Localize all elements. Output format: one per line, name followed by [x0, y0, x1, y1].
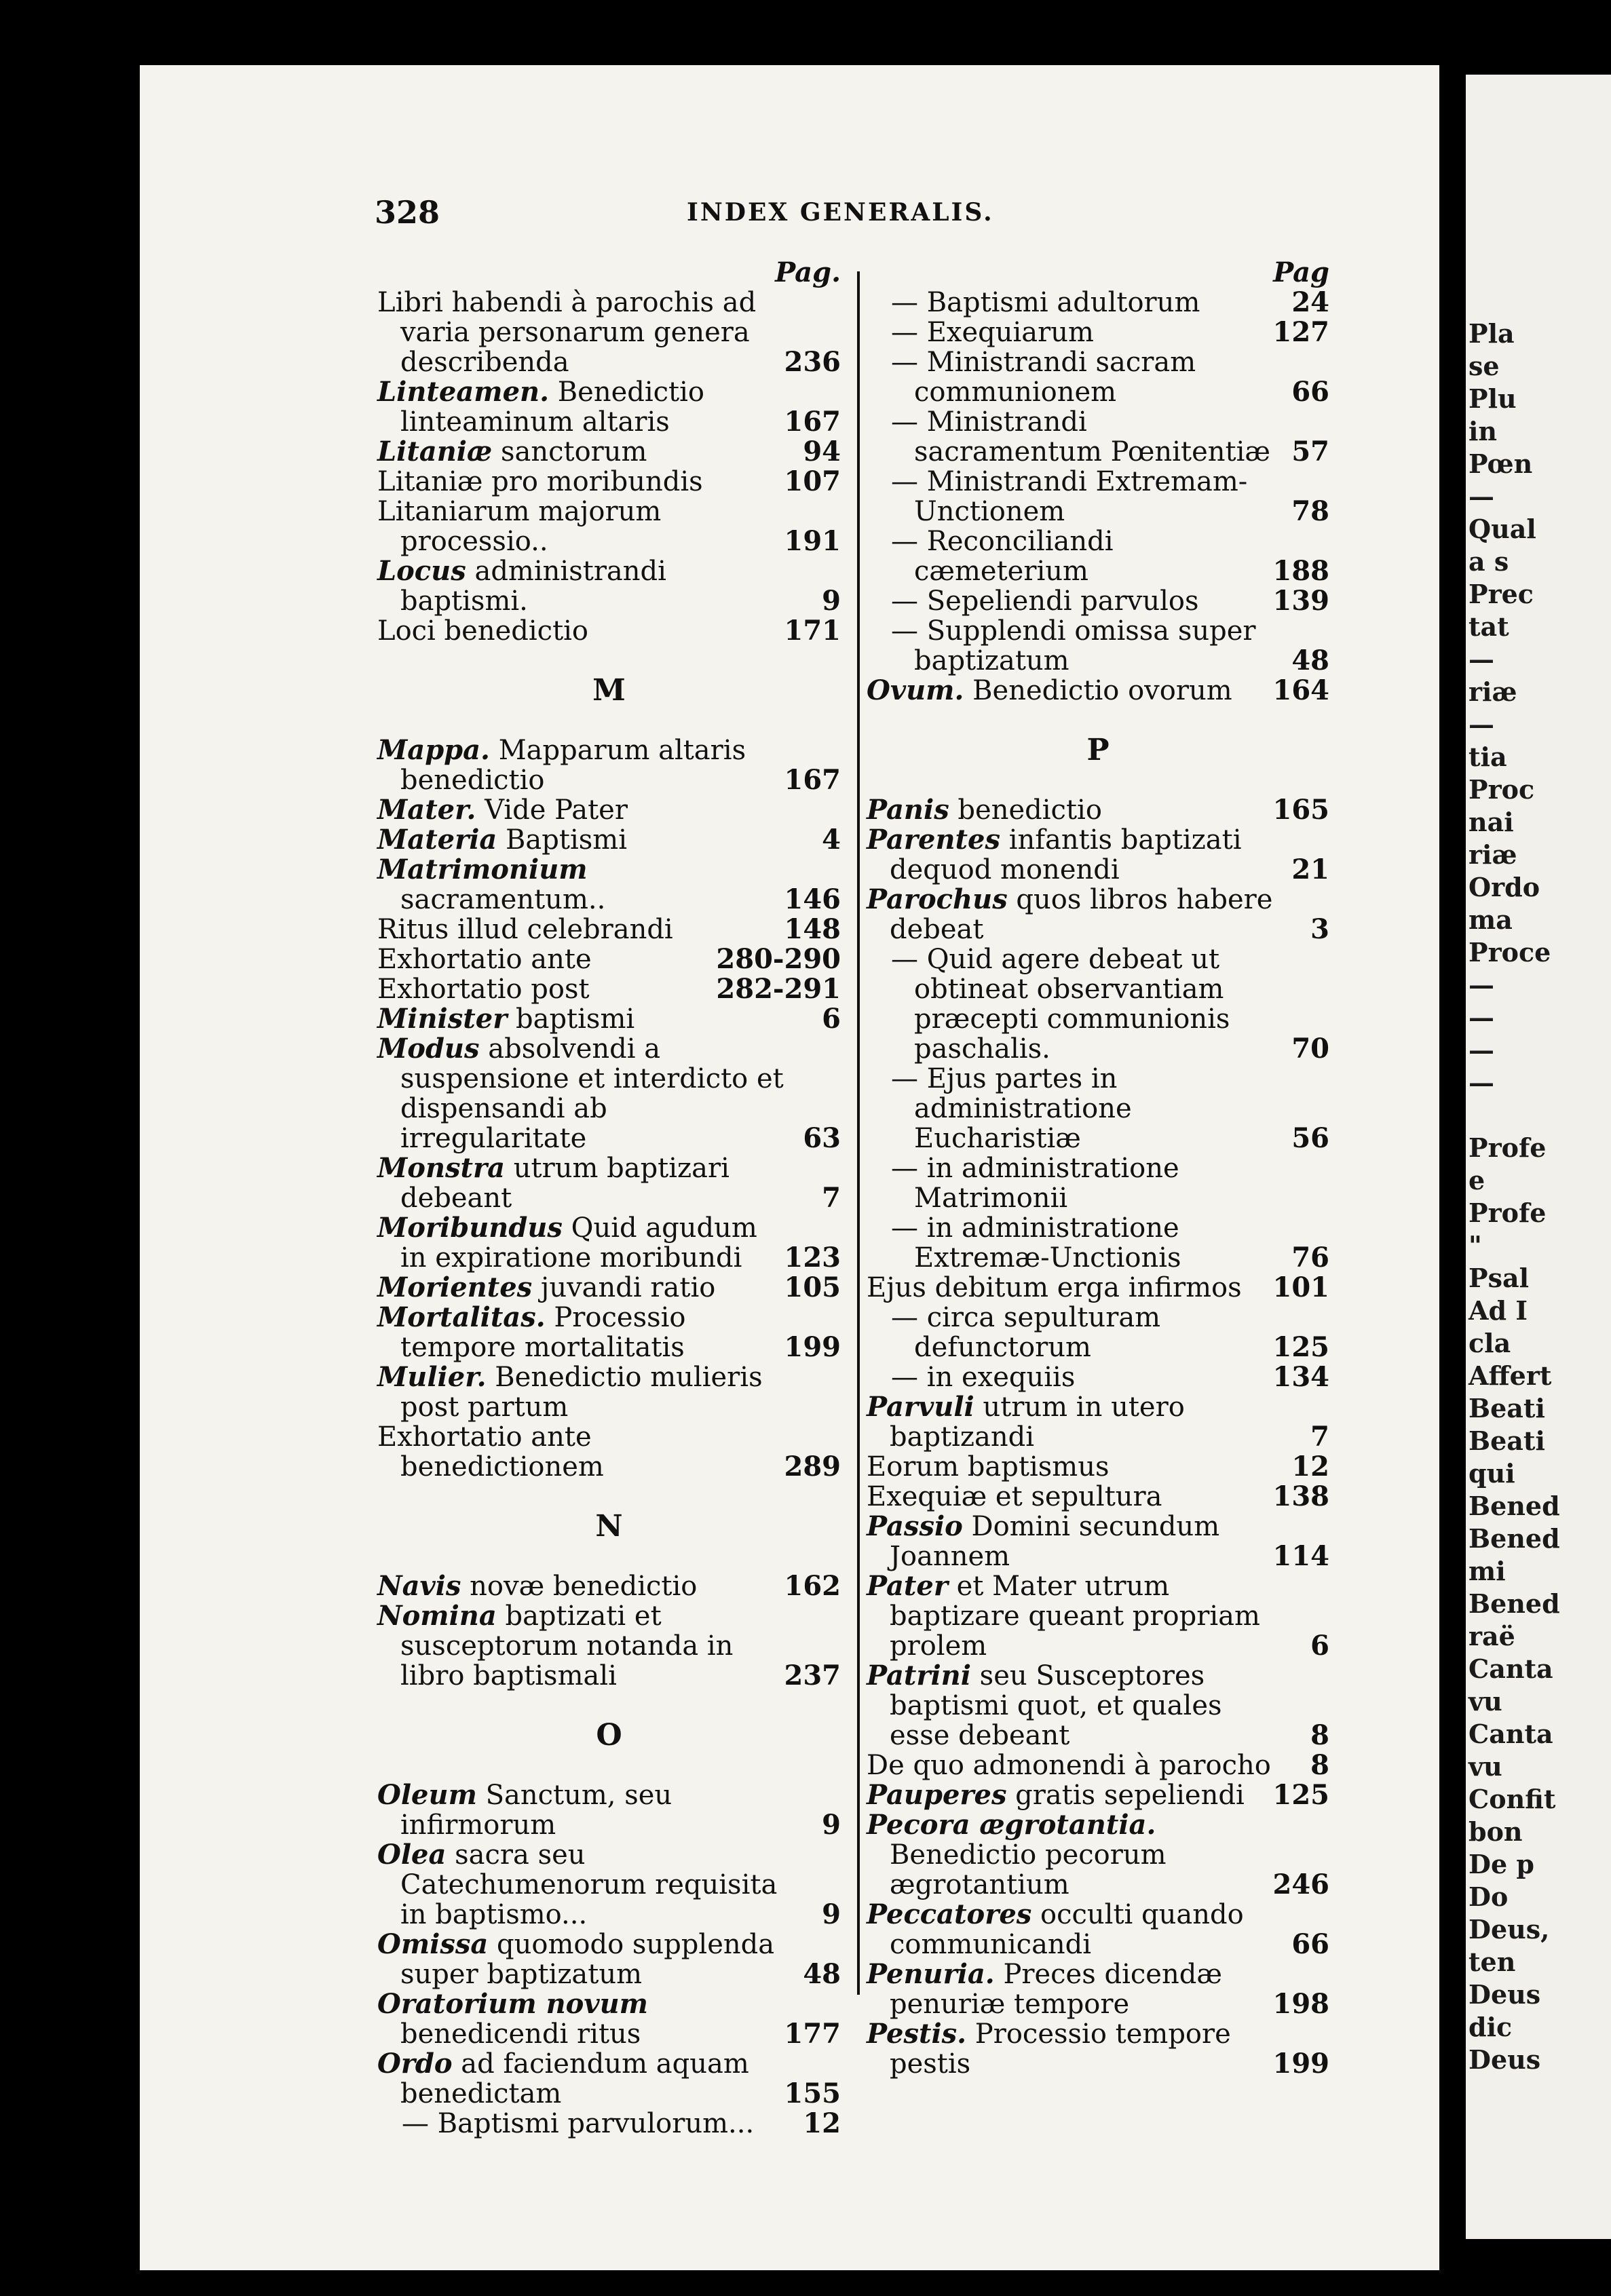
- entry-page-number: 125: [1272, 1779, 1329, 1811]
- entry-text: quomodo supplenda super baptizatum: [400, 1929, 775, 1990]
- entry-keyword: Oleum: [377, 1779, 477, 1811]
- edge-fragment: a s: [1468, 546, 1509, 577]
- entry-text: — circa sepulturam defunctorum: [891, 1302, 1161, 1363]
- entry-text: Preces dicendæ penuriæ tempore: [890, 1959, 1222, 2020]
- index-entry: [867, 1482, 1329, 1512]
- edge-fragment: Canta: [1468, 1653, 1553, 1684]
- edge-fragment: Bened: [1468, 1491, 1560, 1521]
- edge-fragment: Ad I: [1468, 1295, 1528, 1326]
- entry-page-number: 3: [1310, 913, 1329, 945]
- entry-text: Libri habendi à parochis ad varia personarum genera describenda: [377, 287, 757, 378]
- entry-page-number: 24: [1291, 286, 1329, 318]
- entry-page-number: 167: [784, 406, 841, 438]
- edge-fragment: —: [1468, 709, 1494, 740]
- entry-text: Exhortatio ante benedictionem: [377, 1421, 604, 1482]
- entry-text: — Baptismi parvulorum...: [402, 2108, 755, 2139]
- entry-page-number: 162: [784, 1570, 841, 1602]
- column-rule: [857, 271, 860, 1995]
- entry-text: juvandi ratio: [532, 1272, 716, 1303]
- edge-fragment: —: [1468, 644, 1494, 674]
- right-column: [867, 258, 1329, 2079]
- entry-text: — Ejus partes in administratione Eucharistiæ: [891, 1063, 1132, 1154]
- index-entry: [377, 1601, 841, 1691]
- entry-page-number: 199: [784, 1331, 841, 1363]
- edge-fragment: ten: [1468, 1947, 1516, 1977]
- index-entry: [377, 467, 841, 497]
- index-entry: [377, 2049, 841, 2109]
- edge-fragment: De p: [1468, 1849, 1534, 1879]
- index-entry: [867, 1900, 1329, 1959]
- entry-keyword: Mortalitas.: [377, 1301, 546, 1333]
- entry-keyword: Omissa: [377, 1928, 489, 1960]
- entry-text: — Ministrandi sacram communionem: [891, 347, 1196, 408]
- entry-text: — Exequiarum: [891, 317, 1094, 348]
- entry-page-number: 123: [784, 1242, 841, 1274]
- index-entry: [377, 556, 841, 616]
- edge-fragment: ": [1468, 1230, 1482, 1261]
- entry-text: Ritus illud celebrandi: [377, 914, 673, 945]
- edge-fragment: Affert: [1468, 1360, 1552, 1391]
- entry-page-number: 289: [784, 1451, 841, 1482]
- edge-fragment: —: [1468, 970, 1494, 1000]
- page-number: 328: [375, 194, 440, 231]
- entry-text: — Sepeliendi parvulos: [891, 586, 1199, 617]
- entry-page-number: 70: [1291, 1033, 1329, 1065]
- entry-page-number: 9: [822, 585, 841, 617]
- index-entry: [867, 1303, 1329, 1362]
- entry-text: Ejus debitum erga infirmos: [867, 1272, 1242, 1303]
- entry-text: ad faciendum aquam benedictam: [400, 2048, 749, 2109]
- entry-text: administrandi baptismi.: [400, 556, 666, 617]
- index-entry: [867, 616, 1329, 676]
- entry-page-number: 8: [1310, 1719, 1329, 1751]
- edge-fragment: Pla: [1468, 318, 1515, 349]
- index-entry: [377, 915, 841, 944]
- entry-keyword: Litaniæ: [377, 436, 493, 467]
- entry-text: Benedictio mulieris post partum: [400, 1362, 763, 1423]
- entry-page-number: 155: [784, 2078, 841, 2109]
- edge-fragment: Bened: [1468, 1588, 1560, 1619]
- index-entry: [867, 885, 1329, 944]
- edge-fragment: raë: [1468, 1621, 1515, 1651]
- entry-text: occulti quando communicandi: [890, 1899, 1244, 1960]
- index-entry: [377, 795, 841, 825]
- entry-text: infantis baptizati dequod monendi: [890, 824, 1242, 885]
- entry-page-number: 9: [822, 1809, 841, 1841]
- entry-keyword: Oratorium novum: [377, 1988, 649, 2020]
- edge-fragment: —: [1468, 1002, 1494, 1033]
- entry-page-number: 101: [1272, 1271, 1329, 1303]
- index-entry: [867, 318, 1329, 347]
- entry-page-number: 107: [784, 465, 841, 497]
- index-entry: [867, 795, 1329, 825]
- entry-text: utrum baptizari debeant: [400, 1153, 729, 1214]
- index-entry: [867, 1153, 1329, 1213]
- entry-page-number: 78: [1291, 495, 1329, 527]
- index-entry: [377, 1571, 841, 1601]
- index-entry: [867, 2019, 1329, 2079]
- edge-fragment: vu: [1468, 1686, 1502, 1717]
- entry-text: Exequiæ et sepultura: [867, 1481, 1162, 1512]
- edge-fragment: Confit: [1468, 1784, 1556, 1814]
- index-entry: [867, 676, 1329, 706]
- entry-text: Vide Pater: [476, 795, 628, 826]
- index-entry: [867, 1810, 1329, 1900]
- index-entry: [377, 497, 841, 556]
- index-entry: [867, 1362, 1329, 1392]
- edge-fragment: Proce: [1468, 937, 1551, 968]
- entry-keyword: Monstra: [377, 1152, 506, 1184]
- entry-keyword: Olea: [377, 1839, 447, 1871]
- edge-fragment: Beati: [1468, 1426, 1545, 1456]
- running-title: INDEX GENERALIS.: [687, 198, 994, 227]
- index-entries: [377, 288, 841, 2139]
- entry-page-number: 114: [1272, 1540, 1329, 1572]
- section-letter: N: [595, 1509, 623, 1544]
- entry-page-number: 94: [803, 436, 841, 467]
- section-letter: M: [592, 673, 626, 708]
- entry-page-number: 4: [822, 824, 841, 856]
- index-entry: [377, 1780, 841, 1840]
- index-entry: [377, 1422, 841, 1482]
- index-entry: [377, 1303, 841, 1362]
- entry-text: Exhortatio ante: [377, 944, 592, 975]
- section-letter: O: [596, 1718, 622, 1753]
- entry-page-number: 48: [1291, 645, 1329, 676]
- edge-fragment: Do: [1468, 1881, 1509, 1912]
- edge-fragment: ma: [1468, 904, 1513, 935]
- entry-page-number: 56: [1291, 1122, 1329, 1154]
- entry-keyword: Patrini: [867, 1660, 971, 1691]
- entry-keyword: Locus: [377, 555, 466, 587]
- edge-fragment: cla: [1468, 1328, 1511, 1358]
- left-column: [377, 258, 841, 2139]
- entry-text: novæ benedictio: [461, 1571, 698, 1602]
- entry-text: sacra seu Catechumenorum requisita in baptismo...: [400, 1839, 778, 1930]
- entry-page-number: 63: [803, 1122, 841, 1154]
- entry-text: — Quid agere debeat ut obtineat observantiam præcepti communionis paschalis.: [891, 944, 1230, 1065]
- index-entry: [867, 825, 1329, 885]
- entry-page-number: 146: [784, 883, 841, 915]
- index-entry: [867, 1392, 1329, 1452]
- entry-text: Benedictio linteaminum altaris: [400, 377, 704, 438]
- index-entry: [377, 1989, 841, 2049]
- edge-fragment: —: [1468, 1067, 1494, 1098]
- entry-keyword: Panis: [867, 794, 949, 826]
- entry-keyword: Morientes: [377, 1271, 533, 1303]
- entry-text: — Baptismi adultorum: [891, 287, 1200, 318]
- edge-fragment: e: [1468, 1165, 1485, 1195]
- index-entry: [377, 1840, 841, 1930]
- index-entry: [867, 288, 1329, 318]
- entry-keyword: Passio: [867, 1510, 963, 1542]
- entry-text: gratis sepeliendi: [1006, 1780, 1245, 1811]
- index-entry: [377, 437, 841, 467]
- entry-page-number: 66: [1291, 1928, 1329, 1960]
- edge-fragment: nai: [1468, 807, 1514, 837]
- edge-fragment: mi: [1468, 1556, 1506, 1586]
- index-entry: [377, 974, 841, 1004]
- index-entries: [867, 288, 1329, 2079]
- entry-page-number: 125: [1272, 1331, 1329, 1363]
- index-entry: [377, 1153, 841, 1213]
- entry-text: Benedictio pecorum ægrotantium: [890, 1839, 1167, 1900]
- index-entry: [867, 1512, 1329, 1571]
- entry-text: Litaniæ pro moribundis: [377, 466, 703, 497]
- index-entry: [867, 467, 1329, 527]
- entry-text: — Ministrandi Extremam-Unctionem: [891, 466, 1248, 527]
- edge-fragment: tat: [1468, 611, 1509, 642]
- entry-text: Baptismi: [497, 824, 627, 856]
- edge-fragment: Profe: [1468, 1198, 1547, 1228]
- entry-text: — Ministrandi sacramentum Pœnitentiæ: [891, 406, 1270, 467]
- edge-fragment: dic: [1468, 2012, 1513, 2042]
- entry-page-number: 164: [1272, 674, 1329, 706]
- entry-page-number: 57: [1291, 436, 1329, 467]
- entry-text: — in administratione Extremæ-Unctionis: [891, 1212, 1181, 1274]
- entry-keyword: Parochus: [867, 883, 1008, 915]
- edge-fragment: vu: [1468, 1751, 1502, 1782]
- edge-fragment: Profe: [1468, 1132, 1547, 1163]
- entry-text: Domini secundum Joannem: [890, 1511, 1220, 1572]
- edge-fragment: Prec: [1468, 579, 1534, 609]
- entry-keyword: Parvuli: [867, 1391, 974, 1423]
- index-entry: [867, 527, 1329, 586]
- entry-text: benedicendi ritus: [400, 2018, 641, 2050]
- index-entry: [377, 735, 841, 795]
- entry-page-number: 199: [1272, 2048, 1329, 2080]
- entry-text: Litaniarum majorum processio..: [377, 496, 662, 557]
- edge-fragment: Psal: [1468, 1263, 1530, 1293]
- entry-page-number: 177: [784, 2018, 841, 2050]
- entry-page-number: 12: [803, 2107, 841, 2139]
- index-entry: [377, 616, 841, 646]
- entry-text: Quid agudum in expiratione moribundi: [400, 1212, 757, 1274]
- edge-fragment: Ordo: [1468, 872, 1540, 902]
- index-entry: [867, 1750, 1329, 1780]
- edge-fragment: Deus,: [1468, 1914, 1550, 1945]
- index-entry: [377, 288, 841, 377]
- index-entry: [377, 1213, 841, 1273]
- entry-page-number: 191: [784, 525, 841, 557]
- entry-page-number: 134: [1272, 1361, 1329, 1393]
- index-entry: [377, 1273, 841, 1303]
- entry-page-number: 76: [1291, 1242, 1329, 1274]
- index-entry: [377, 2109, 841, 2139]
- index-entry: [377, 825, 841, 855]
- entry-page-number: 188: [1272, 555, 1329, 587]
- index-entry: [867, 1661, 1329, 1750]
- index-entry: [867, 1959, 1329, 2019]
- entry-keyword: Mappa.: [377, 734, 490, 766]
- index-entry: [377, 1004, 841, 1034]
- edge-fragment: riæ: [1468, 839, 1517, 870]
- entry-keyword: Mater.: [377, 794, 476, 826]
- entry-page-number: 167: [784, 764, 841, 796]
- index-entry: [867, 1452, 1329, 1482]
- entry-page-number: 198: [1272, 1988, 1329, 2020]
- edge-fragment: qui: [1468, 1458, 1515, 1489]
- entry-keyword: Parentes: [867, 824, 1000, 856]
- entry-text: — Reconciliandi cæmeterium: [891, 526, 1114, 587]
- page-header: [375, 194, 1338, 235]
- index-entry: [377, 1930, 841, 1989]
- edge-fragment: Pœn: [1468, 448, 1533, 479]
- edge-fragment: Beati: [1468, 1393, 1545, 1423]
- index-entry: [867, 1571, 1329, 1661]
- index-entry: [867, 1064, 1329, 1153]
- index-entry: [377, 1362, 841, 1422]
- entry-page-number: 138: [1272, 1480, 1329, 1512]
- entry-keyword: Peccatores: [867, 1898, 1032, 1930]
- entry-keyword: Ovum.: [867, 674, 964, 706]
- entry-page-number: 12: [1291, 1451, 1329, 1482]
- entry-page-number: 165: [1272, 794, 1329, 826]
- edge-fragment: Deus: [1468, 2044, 1541, 2075]
- index-entry: [867, 1213, 1329, 1273]
- entry-keyword: Matrimonium: [377, 854, 588, 885]
- index-entry: [867, 586, 1329, 616]
- section-letter: P: [1086, 733, 1110, 767]
- entry-page-number: 127: [1272, 316, 1329, 348]
- entry-page-number: 282-291: [716, 973, 841, 1005]
- entry-page-number: 66: [1291, 376, 1329, 408]
- pag-label: Pag.: [775, 256, 841, 288]
- index-entry: [867, 1273, 1329, 1303]
- entry-page-number: 21: [1291, 854, 1329, 885]
- edge-fragment: bon: [1468, 1816, 1523, 1847]
- entry-text: Processio tempore pestis: [890, 2018, 1231, 2080]
- index-entry: [377, 377, 841, 437]
- entry-text: benedictio: [949, 795, 1102, 826]
- index-entry: [377, 855, 841, 915]
- entry-page-number: 7: [1310, 1421, 1329, 1453]
- entry-text: Exhortatio post: [377, 974, 590, 1005]
- entry-text: Mapparum altaris benedictio: [400, 735, 746, 796]
- index-entry: [377, 944, 841, 974]
- entry-page-number: 237: [784, 1660, 841, 1691]
- entry-page-number: 148: [784, 913, 841, 945]
- entry-text: Eorum baptismus: [867, 1451, 1110, 1482]
- entry-keyword: Linteamen.: [377, 376, 550, 408]
- entry-keyword: Materia: [377, 824, 497, 856]
- entry-text: sacramentum..: [400, 884, 606, 915]
- entry-text: Sanctum, seu infirmorum: [400, 1780, 672, 1841]
- next-page-edge: [1466, 75, 1611, 2239]
- edge-fragment: Canta: [1468, 1719, 1553, 1749]
- edge-fragment: Plu: [1468, 383, 1517, 414]
- entry-keyword: Pestis.: [867, 2018, 967, 2050]
- entry-text: absolvendi a suspensione et interdicto et dispensandi ab irregularitate: [400, 1033, 784, 1154]
- entry-keyword: Moribundus: [377, 1212, 563, 1244]
- entry-page-number: 105: [784, 1271, 841, 1303]
- entry-page-number: 48: [803, 1958, 841, 1990]
- edge-fragment: in: [1468, 416, 1498, 446]
- entry-keyword: Modus: [377, 1033, 480, 1065]
- entry-text: — in exequiis: [891, 1362, 1076, 1393]
- edge-fragment: —: [1468, 481, 1494, 512]
- index-entry: [867, 347, 1329, 407]
- entry-text: — in administratione Matrimonii: [891, 1153, 1179, 1214]
- entry-page-number: 6: [1310, 1630, 1329, 1662]
- index-entry: [867, 1780, 1329, 1810]
- edge-fragment: se: [1468, 351, 1500, 381]
- edge-fragment: Proc: [1468, 774, 1535, 805]
- entry-text: et Mater utrum baptizare queant propriam prolem: [890, 1571, 1260, 1662]
- entry-page-number: 9: [822, 1898, 841, 1930]
- entry-text: quos libros habere debeat: [890, 884, 1273, 945]
- index-entry: [377, 1034, 841, 1153]
- entry-page-number: 246: [1272, 1869, 1329, 1900]
- index-entry: [867, 407, 1329, 467]
- entry-page-number: 139: [1272, 585, 1329, 617]
- entry-keyword: Ordo: [377, 2048, 453, 2080]
- edge-fragment: riæ: [1468, 676, 1517, 707]
- entry-text: seu Susceptores baptismi quot, et quales esse debeant: [890, 1660, 1222, 1751]
- pag-label: Pag: [1273, 256, 1329, 288]
- entry-text: Loci benedictio: [377, 615, 589, 647]
- entry-keyword: Minister: [377, 1003, 508, 1035]
- entry-text: Benedictio ovorum: [964, 675, 1232, 706]
- entry-keyword: Pecora ægrotantia.: [867, 1809, 1156, 1841]
- index-entry: [867, 944, 1329, 1064]
- entry-text: De quo admonendi à parocho: [867, 1750, 1271, 1781]
- edge-fragment: Bened: [1468, 1523, 1560, 1554]
- entry-keyword: Pater: [867, 1570, 948, 1602]
- entry-page-number: 280-290: [716, 943, 841, 975]
- entry-text: sanctorum: [492, 436, 647, 467]
- entry-keyword: Mulier.: [377, 1361, 487, 1393]
- entry-keyword: Navis: [377, 1570, 461, 1602]
- entry-page-number: 171: [784, 615, 841, 647]
- entry-text: utrum in utero baptizandi: [890, 1392, 1185, 1453]
- entry-page-number: 7: [822, 1182, 841, 1214]
- entry-text: baptizati et susceptorum notanda in libro baptismali: [400, 1601, 734, 1691]
- edge-fragment: —: [1468, 1035, 1494, 1065]
- edge-fragment: Qual: [1468, 514, 1536, 544]
- edge-fragment: Deus: [1468, 1979, 1541, 2010]
- entry-page-number: 6: [822, 1003, 841, 1035]
- entry-page-number: 8: [1310, 1749, 1329, 1781]
- entry-text: baptismi: [507, 1003, 635, 1035]
- entry-keyword: Penuria.: [867, 1958, 995, 1990]
- entry-text: — Supplendi omissa super baptizatum: [891, 615, 1256, 676]
- entry-page-number: 236: [784, 346, 841, 378]
- edge-fragment: tia: [1468, 742, 1507, 772]
- entry-keyword: Nomina: [377, 1600, 497, 1632]
- entry-text: Processio tempore mortalitatis: [400, 1302, 686, 1363]
- entry-keyword: Pauperes: [867, 1779, 1007, 1811]
